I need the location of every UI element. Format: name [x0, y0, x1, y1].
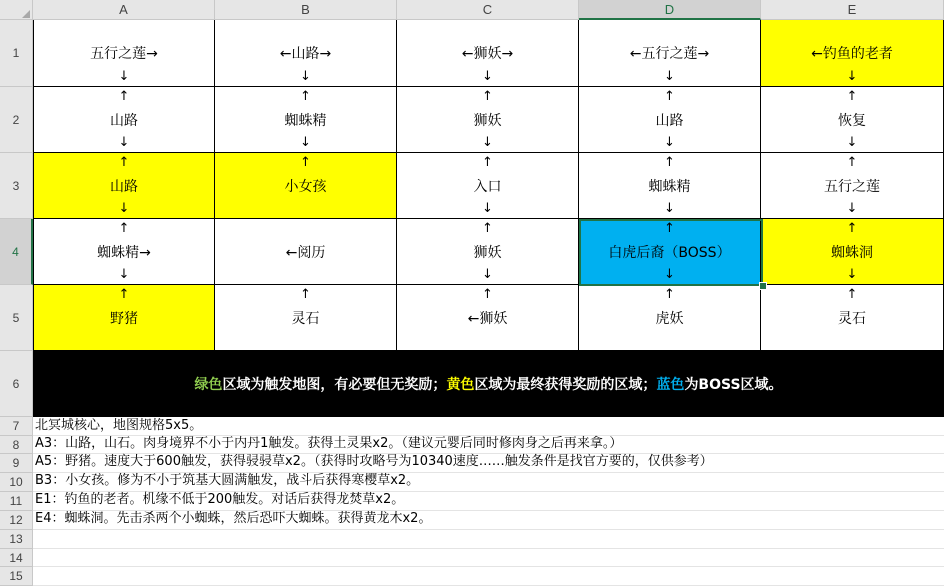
- arrow-down-icon: ↓: [118, 135, 130, 150]
- map-cell-label: [579, 308, 760, 328]
- legend-yellow-word: 黄色: [446, 377, 475, 393]
- arrow-down-icon: ↓: [846, 201, 858, 216]
- map-cell-text: 钓鱼的老者: [822, 46, 893, 62]
- arrow-up-icon: ↑: [664, 287, 675, 302]
- arrow-down-icon: ↓: [118, 267, 130, 282]
- map-cell-b4[interactable]: [215, 219, 397, 285]
- arrow-up-icon: ↑: [846, 155, 858, 170]
- arrow-down-icon: ↓: [846, 135, 858, 150]
- map-cell-a4[interactable]: [33, 219, 215, 285]
- legend-text-2: 区域为最终获得奖励的区域；: [474, 377, 657, 393]
- arrow-up-icon: ↑: [300, 89, 311, 104]
- map-cell-text: 虎妖: [655, 310, 684, 327]
- arrow-down-icon: ↓: [300, 135, 311, 150]
- arrow-up-icon: ↑: [846, 89, 858, 104]
- grid-line: [33, 548, 944, 549]
- arrow-up-icon: ↑: [482, 287, 493, 302]
- arrow-right-icon: →: [139, 244, 151, 261]
- row-header-11[interactable]: 11: [0, 492, 33, 511]
- map-cell-a1[interactable]: [33, 20, 215, 87]
- map-cell-text: 入口: [473, 178, 502, 195]
- map-cell-label: [397, 110, 578, 130]
- column-header-c[interactable]: C: [397, 0, 579, 20]
- row-header-1[interactable]: 1: [0, 20, 33, 87]
- map-cell-d5[interactable]: [579, 285, 761, 351]
- arrow-up-icon: ↑: [300, 287, 311, 302]
- row-header-15[interactable]: 15: [0, 567, 33, 586]
- arrow-down-icon: ↓: [664, 69, 675, 84]
- map-cell-text: 灵石: [291, 310, 320, 327]
- map-cell-label: [579, 43, 760, 63]
- arrow-up-icon: ↑: [846, 287, 858, 302]
- map-cell-label: [761, 110, 943, 130]
- note-row-10[interactable]: B3：小女孩。修为不小于筑基大圆满触发，战斗后获得寒樱草x2。: [35, 473, 420, 488]
- arrow-up-icon: ↑: [664, 221, 675, 236]
- arrow-down-icon: ↓: [300, 69, 311, 84]
- map-cell-label: [397, 242, 578, 262]
- map-cell-a5[interactable]: [33, 285, 215, 351]
- map-cell-b5[interactable]: [215, 285, 397, 351]
- arrow-right-icon: →: [697, 46, 710, 62]
- note-row-9[interactable]: A5：野猪。速度大于600触发，获得骎骎草x2。（获得时攻略号为10340速度……触发条件是找官方要的，仅供参考）: [35, 454, 713, 469]
- legend-text-3: 为BOSS区域。: [684, 377, 783, 393]
- select-all-triangle-icon: [22, 10, 30, 18]
- map-cell-c1[interactable]: [397, 20, 579, 87]
- arrow-down-icon: ↓: [482, 201, 493, 216]
- map-cell-e4[interactable]: [761, 219, 944, 285]
- map-cell-d1[interactable]: [579, 20, 761, 87]
- map-cell-text: 狮妖: [479, 310, 508, 327]
- arrow-up-icon: ↑: [118, 89, 130, 104]
- arrow-left-icon: ←: [285, 244, 298, 261]
- map-cell-text: 蜘蛛精: [97, 244, 140, 261]
- arrow-up-icon: ↑: [482, 89, 493, 104]
- map-cell-text: 狮妖: [473, 244, 502, 261]
- map-cell-label: [34, 176, 214, 196]
- map-cell-text: 白虎后裔（BOSS）: [608, 244, 731, 261]
- note-row-12[interactable]: E4：蜘蛛洞。先击杀两个小蜘蛛，然后恐吓大蜘蛛。获得黄龙木x2。: [35, 511, 432, 526]
- arrow-up-icon: ↑: [664, 89, 675, 104]
- arrow-up-icon: ↑: [846, 221, 858, 236]
- arrow-left-icon: ←: [467, 310, 480, 327]
- row-header-9[interactable]: 9: [0, 454, 33, 473]
- row-header-12[interactable]: 12: [0, 511, 33, 530]
- arrow-left-icon: ←: [279, 46, 292, 62]
- map-cell-label: [761, 308, 943, 328]
- map-cell-label: [34, 43, 214, 63]
- map-cell-label: [215, 43, 396, 63]
- arrow-right-icon: →: [319, 46, 332, 62]
- arrow-down-icon: ↓: [664, 201, 675, 216]
- map-cell-text: 五行之莲: [90, 46, 147, 62]
- map-cell-d2[interactable]: [579, 87, 761, 153]
- arrow-down-icon: ↓: [664, 135, 675, 150]
- map-cell-e1[interactable]: [761, 20, 944, 87]
- map-cell-text: 山路: [655, 112, 684, 129]
- map-cell-b1[interactable]: [215, 20, 397, 87]
- map-cell-text: 蜘蛛洞: [831, 244, 873, 261]
- map-cell-label: [215, 308, 396, 328]
- map-cell-text: 五行之莲: [824, 178, 880, 195]
- row-header-10[interactable]: 10: [0, 473, 33, 492]
- map-cell-text: 野猪: [110, 310, 138, 327]
- map-cell-b2[interactable]: [215, 87, 397, 153]
- map-cell-c2[interactable]: [397, 87, 579, 153]
- map-cell-label: [215, 110, 396, 130]
- map-cell-text: 小女孩: [284, 178, 327, 195]
- map-cell-d3[interactable]: [579, 153, 761, 219]
- arrow-up-icon: ↑: [482, 155, 493, 170]
- arrow-left-icon: ←: [629, 46, 642, 62]
- fill-handle[interactable]: [759, 282, 767, 290]
- map-cell-label: [397, 308, 578, 328]
- map-cell-label: [34, 110, 214, 130]
- map-cell-b3[interactable]: [215, 153, 397, 219]
- arrow-down-icon: ↓: [118, 201, 130, 216]
- map-cell-text: 山路: [291, 46, 320, 62]
- map-cell-text: 灵石: [838, 310, 866, 327]
- note-row-7[interactable]: 北冥城核心，地图规格5x5。: [35, 418, 203, 433]
- arrow-left-icon: ←: [811, 46, 823, 62]
- row-header-7[interactable]: 7: [0, 417, 33, 436]
- map-cell-d4[interactable]: [579, 219, 761, 285]
- column-header-d[interactable]: D: [579, 0, 761, 20]
- grid-line: [33, 566, 944, 567]
- arrow-down-icon: ↓: [664, 267, 675, 282]
- arrow-down-icon: ↓: [118, 69, 130, 84]
- column-header-a[interactable]: A: [33, 0, 215, 20]
- legend-green-word: 绿色: [194, 377, 223, 393]
- legend-blue-word: 蓝色: [656, 377, 685, 393]
- map-cell-label: [761, 176, 943, 196]
- map-cell-label: [397, 176, 578, 196]
- map-cell-c4[interactable]: [397, 219, 579, 285]
- legend-text-1: 区域为触发地图，有必要但无奖励；: [222, 377, 447, 393]
- row-header-8[interactable]: 8: [0, 436, 33, 454]
- arrow-up-icon: ↑: [664, 155, 675, 170]
- row-header-14[interactable]: 14: [0, 549, 33, 567]
- map-cell-text: 五行之莲: [641, 46, 698, 62]
- row-header-4[interactable]: 4: [0, 219, 33, 285]
- map-cell-e2[interactable]: [761, 87, 944, 153]
- column-header-e[interactable]: E: [761, 0, 944, 20]
- arrow-down-icon: ↓: [846, 267, 858, 282]
- map-cell-label: [215, 242, 396, 262]
- map-cell-label: [579, 242, 760, 262]
- row-header-6[interactable]: 6: [0, 351, 33, 417]
- map-cell-label: [34, 308, 214, 328]
- row-header-13[interactable]: 13: [0, 530, 33, 549]
- arrow-up-icon: ↑: [118, 221, 130, 236]
- arrow-up-icon: ↑: [118, 155, 130, 170]
- map-cell-a3[interactable]: [33, 153, 215, 219]
- map-cell-e3[interactable]: [761, 153, 944, 219]
- map-cell-label: [761, 242, 943, 262]
- arrow-up-icon: ↑: [300, 155, 311, 170]
- map-cell-text: 狮妖: [473, 46, 502, 62]
- map-cell-label: [215, 176, 396, 196]
- map-cell-text: 恢复: [838, 112, 866, 129]
- map-cell-text: 蜘蛛精: [284, 112, 327, 129]
- map-cell-text: 山路: [110, 112, 138, 129]
- arrow-down-icon: ↓: [482, 69, 493, 84]
- map-cell-label: [34, 242, 214, 262]
- legend-banner: [33, 351, 944, 417]
- column-header-b[interactable]: B: [215, 0, 397, 20]
- row-header-5[interactable]: 5: [0, 285, 33, 351]
- map-cell-label: [579, 176, 760, 196]
- arrow-up-icon: ↑: [482, 221, 493, 236]
- map-cell-e5[interactable]: [761, 285, 944, 351]
- row-header-2[interactable]: 2: [0, 87, 33, 153]
- row-header-3[interactable]: 3: [0, 153, 33, 219]
- select-all-corner[interactable]: [0, 0, 33, 20]
- map-cell-c5[interactable]: [397, 285, 579, 351]
- arrow-up-icon: ↑: [118, 287, 130, 302]
- arrow-down-icon: ↓: [846, 69, 858, 84]
- map-cell-label: [579, 110, 760, 130]
- map-cell-label: [761, 43, 943, 63]
- map-cell-text: 蜘蛛精: [648, 178, 691, 195]
- map-cell-label: [397, 43, 578, 63]
- arrow-right-icon: →: [146, 46, 158, 62]
- map-cell-a2[interactable]: [33, 87, 215, 153]
- arrow-right-icon: →: [501, 46, 514, 62]
- map-cell-text: 山路: [110, 178, 138, 195]
- map-cell-text: 阅历: [297, 244, 326, 261]
- arrow-down-icon: ↓: [482, 135, 493, 150]
- note-row-8[interactable]: A3：山路，山石。肉身境界不小于内丹1触发。获得土灵果x2。（建议元婴后同时修肉身之后再来拿。）: [35, 436, 623, 451]
- map-cell-c3[interactable]: [397, 153, 579, 219]
- arrow-down-icon: ↓: [482, 267, 493, 282]
- map-cell-text: 狮妖: [473, 112, 502, 129]
- arrow-left-icon: ←: [461, 46, 474, 62]
- note-row-11[interactable]: E1：钓鱼的老者。机缘不低于200触发。对话后获得龙焚草x2。: [35, 492, 405, 507]
- grid-line: [33, 529, 944, 530]
